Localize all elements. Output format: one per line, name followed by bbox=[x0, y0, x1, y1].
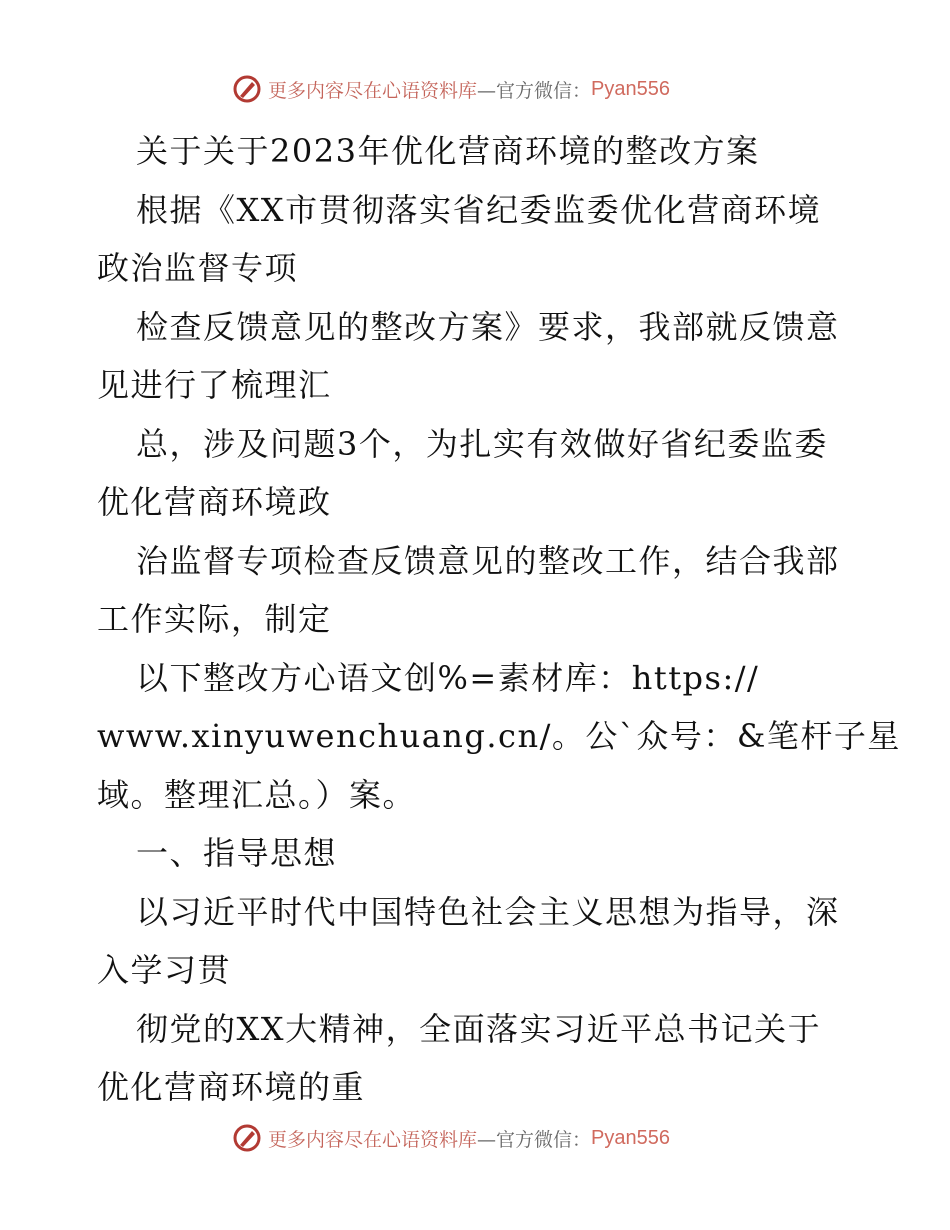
text-line: 见进行了梳理汇 bbox=[97, 366, 332, 404]
text-line: 关于关于2023年优化营商环境的整改方案 bbox=[136, 132, 760, 170]
pen-logo-icon bbox=[232, 74, 262, 104]
text-line: 工作实际，制定 bbox=[97, 600, 332, 638]
pen-logo-icon bbox=[232, 1123, 262, 1153]
text-line: 优化营商环境政 bbox=[97, 483, 332, 521]
watermark-text-b: —官方微信： bbox=[477, 1128, 592, 1151]
text-line: 以习近平时代中国特色社会主义思想为指导，深 bbox=[136, 892, 840, 931]
watermark-footer bbox=[232, 1123, 670, 1153]
text-line: www.xinyuwenchuang.cn/。公`众号：&笔杆子星 bbox=[97, 717, 901, 755]
watermark-text-c: Pyan556 bbox=[591, 1126, 670, 1149]
text-line: 治监督专项检查反馈意见的整改工作，结合我部 bbox=[136, 541, 840, 580]
document-body bbox=[97, 122, 901, 1117]
text-line: 彻党的XX大精神，全面落实习近平总书记关于 bbox=[136, 1009, 822, 1048]
text-line: 总，涉及问题3个，为扎实有效做好省纪委监委 bbox=[136, 424, 828, 463]
watermark-header bbox=[232, 74, 670, 104]
watermark-text-b: —官方微信： bbox=[477, 79, 592, 102]
text-line: 政治监督专项 bbox=[97, 249, 299, 287]
watermark-text-a: 更多内容尽在心语资料库 bbox=[268, 79, 478, 102]
text-line: 优化营商环境的重 bbox=[97, 1068, 366, 1106]
text-line: 以下整改方心语文创%=素材库：https:// bbox=[136, 658, 760, 697]
text-line: 根据《XX市贯彻落实省纪委监委优化营商环境 bbox=[136, 190, 822, 229]
watermark-text-a: 更多内容尽在心语资料库 bbox=[268, 1128, 478, 1151]
text-line: 入学习贯 bbox=[97, 951, 232, 989]
text-line: 检查反馈意见的整改方案》要求，我部就反馈意 bbox=[136, 307, 840, 346]
watermark-text-c: Pyan556 bbox=[591, 77, 670, 100]
text-line: 域。整理汇总。）案。 bbox=[97, 775, 417, 814]
text-line: 一、指导思想 bbox=[136, 834, 338, 872]
